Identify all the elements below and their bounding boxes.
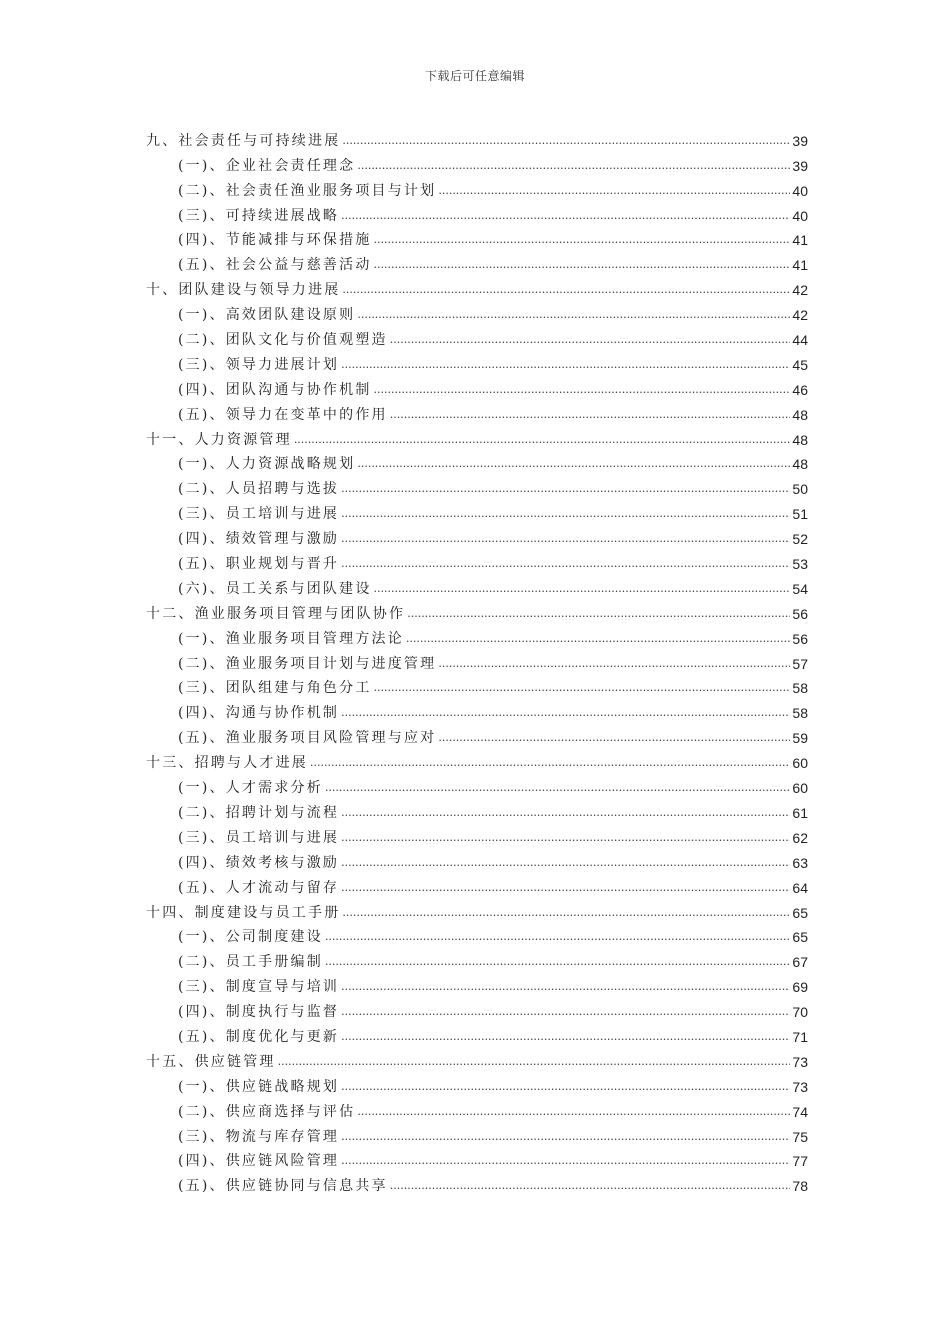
toc-section-link[interactable] bbox=[146, 548, 808, 573]
toc-section-link[interactable] bbox=[146, 498, 808, 523]
dot-leader bbox=[341, 355, 790, 374]
toc-page-number: 74 bbox=[792, 1103, 808, 1120]
toc-entry-label: (五)、职业规划与晋升 bbox=[178, 556, 340, 573]
dot-leader bbox=[341, 703, 790, 722]
toc-section-link[interactable] bbox=[146, 225, 808, 250]
toc-entry-label: (四)、供应链风险管理 bbox=[178, 1153, 340, 1170]
page-header: 下载后可任意编辑 bbox=[424, 69, 525, 83]
toc-entry-label: (二)、社会责任渔业服务项目与计划 bbox=[178, 182, 437, 199]
toc-section-link[interactable] bbox=[146, 1071, 808, 1096]
toc-entry-label: (三)、可持续进展战略 bbox=[178, 207, 340, 224]
toc-page-number: 63 bbox=[792, 854, 808, 871]
toc-section-link[interactable] bbox=[146, 648, 808, 673]
toc-entry-label: (一)、人力资源战略规划 bbox=[178, 456, 356, 473]
toc-entry-label: (二)、员工手册编制 bbox=[178, 954, 323, 971]
dot-leader bbox=[278, 1052, 791, 1071]
dot-leader bbox=[341, 1027, 790, 1046]
toc-section-link[interactable] bbox=[146, 623, 808, 648]
dot-leader bbox=[341, 853, 790, 872]
dot-leader bbox=[374, 255, 791, 274]
toc-section-link[interactable] bbox=[146, 249, 808, 274]
toc-entry-label: (二)、供应商选择与评估 bbox=[178, 1103, 356, 1120]
dot-leader bbox=[294, 430, 791, 449]
toc-section-link[interactable] bbox=[146, 822, 808, 847]
toc-page-number: 70 bbox=[792, 1004, 808, 1021]
toc-page-number: 40 bbox=[792, 207, 808, 224]
toc-entry-label: (一)、高效团队建设原则 bbox=[178, 307, 356, 324]
toc-page-number: 48 bbox=[792, 406, 808, 423]
toc-section-link[interactable] bbox=[146, 150, 808, 175]
toc-entry-label: (四)、团队沟通与协作机制 bbox=[178, 381, 372, 398]
toc-entry-label: (三)、制度宣导与培训 bbox=[178, 979, 340, 996]
toc-entry-label: (三)、员工培训与进展 bbox=[178, 506, 340, 523]
toc-section-link[interactable] bbox=[146, 872, 808, 897]
toc-section-link[interactable] bbox=[146, 1146, 808, 1171]
toc-page-number: 58 bbox=[792, 680, 808, 697]
dot-leader bbox=[341, 1002, 790, 1021]
dot-leader bbox=[341, 554, 790, 573]
toc-chapter-link[interactable] bbox=[146, 747, 808, 772]
toc-page-number: 60 bbox=[792, 755, 808, 772]
dot-leader bbox=[438, 181, 790, 200]
toc-section-link[interactable] bbox=[146, 1021, 808, 1046]
toc-entry-label: (二)、招聘计划与流程 bbox=[178, 804, 340, 821]
table-of-contents bbox=[146, 125, 808, 1195]
toc-page-number: 56 bbox=[792, 605, 808, 622]
toc-section-link[interactable] bbox=[146, 922, 808, 947]
dot-leader bbox=[310, 753, 790, 772]
dot-leader bbox=[374, 230, 791, 249]
toc-section-link[interactable] bbox=[146, 697, 808, 722]
toc-section-link[interactable] bbox=[146, 399, 808, 424]
toc-page-number: 45 bbox=[792, 356, 808, 373]
toc-chapter-link[interactable] bbox=[146, 274, 808, 299]
toc-page-number: 41 bbox=[792, 232, 808, 249]
toc-page-number: 41 bbox=[792, 257, 808, 274]
dot-leader bbox=[342, 131, 790, 150]
toc-page-number: 73 bbox=[792, 1053, 808, 1070]
toc-entry-label: (五)、供应链协同与信息共享 bbox=[178, 1178, 388, 1195]
toc-page-number: 51 bbox=[792, 506, 808, 523]
toc-page-number: 57 bbox=[792, 655, 808, 672]
toc-chapter-link[interactable] bbox=[146, 424, 808, 449]
toc-page-number: 48 bbox=[792, 431, 808, 448]
dot-leader bbox=[438, 654, 790, 673]
toc-section-link[interactable] bbox=[146, 797, 808, 822]
toc-section-link[interactable] bbox=[146, 175, 808, 200]
toc-entry-label: (四)、制度执行与监督 bbox=[178, 1004, 340, 1021]
toc-section-link[interactable] bbox=[146, 573, 808, 598]
toc-section-link[interactable] bbox=[146, 971, 808, 996]
toc-page-number: 67 bbox=[792, 954, 808, 971]
dot-leader bbox=[325, 927, 790, 946]
toc-page-number: 62 bbox=[792, 829, 808, 846]
toc-entry-label: (一)、企业社会责任理念 bbox=[178, 157, 356, 174]
dot-leader bbox=[341, 803, 790, 822]
toc-entry-label: 十五、供应链管理 bbox=[146, 1053, 276, 1070]
toc-page-number: 53 bbox=[792, 556, 808, 573]
toc-page-number: 46 bbox=[792, 381, 808, 398]
dot-leader bbox=[390, 330, 791, 349]
dot-leader bbox=[341, 878, 790, 897]
toc-entry-label: (三)、团队组建与角色分工 bbox=[178, 680, 372, 697]
dot-leader bbox=[357, 305, 790, 324]
toc-page-number: 42 bbox=[792, 307, 808, 324]
toc-page-number: 52 bbox=[792, 531, 808, 548]
toc-entry-label: (一)、人才需求分析 bbox=[178, 780, 323, 797]
toc-chapter-link[interactable] bbox=[146, 125, 808, 150]
dot-leader bbox=[438, 728, 790, 747]
toc-page-number: 77 bbox=[792, 1153, 808, 1170]
toc-entry-label: (四)、绩效考核与激励 bbox=[178, 854, 340, 871]
toc-entry-label: (五)、领导力在变革中的作用 bbox=[178, 406, 388, 423]
toc-entry-label: (四)、绩效管理与激励 bbox=[178, 531, 340, 548]
dot-leader bbox=[325, 778, 790, 797]
toc-section-link[interactable] bbox=[146, 946, 808, 971]
toc-entry-label: (一)、供应链战略规划 bbox=[178, 1078, 340, 1095]
toc-entry-label: (一)、渔业服务项目管理方法论 bbox=[178, 630, 404, 647]
toc-section-link[interactable] bbox=[146, 847, 808, 872]
toc-section-link[interactable] bbox=[146, 772, 808, 797]
toc-page-number: 54 bbox=[792, 580, 808, 597]
dot-leader bbox=[325, 952, 790, 971]
toc-page-number: 78 bbox=[792, 1178, 808, 1195]
toc-section-link[interactable] bbox=[146, 1096, 808, 1121]
toc-page-number: 64 bbox=[792, 879, 808, 896]
toc-entry-label: (五)、人才流动与留存 bbox=[178, 879, 340, 896]
toc-entry-label: (二)、团队文化与价值观塑造 bbox=[178, 332, 388, 349]
dot-leader bbox=[357, 1102, 790, 1121]
toc-page-number: 39 bbox=[792, 157, 808, 174]
toc-page-number: 73 bbox=[792, 1078, 808, 1095]
toc-section-link[interactable] bbox=[146, 324, 808, 349]
toc-section-link[interactable] bbox=[146, 996, 808, 1021]
toc-section-link[interactable] bbox=[146, 299, 808, 324]
toc-section-link[interactable] bbox=[146, 1170, 808, 1195]
toc-page-number: 56 bbox=[792, 630, 808, 647]
toc-section-link[interactable] bbox=[146, 523, 808, 548]
toc-page-number: 61 bbox=[792, 804, 808, 821]
dot-leader bbox=[341, 1127, 790, 1146]
dot-leader bbox=[342, 280, 790, 299]
dot-leader bbox=[341, 529, 790, 548]
dot-leader bbox=[357, 454, 790, 473]
toc-entry-label: (二)、渔业服务项目计划与进度管理 bbox=[178, 655, 437, 672]
toc-entry-label: (一)、公司制度建设 bbox=[178, 929, 323, 946]
toc-chapter-link[interactable] bbox=[146, 1046, 808, 1071]
toc-entry-label: (六)、员工关系与团队建设 bbox=[178, 580, 372, 597]
toc-page-number: 75 bbox=[792, 1128, 808, 1145]
dot-leader bbox=[407, 604, 790, 623]
toc-section-link[interactable] bbox=[146, 673, 808, 698]
toc-entry-label: (五)、渔业服务项目风险管理与应对 bbox=[178, 730, 437, 747]
toc-page-number: 58 bbox=[792, 705, 808, 722]
toc-entry-label: (三)、物流与库存管理 bbox=[178, 1128, 340, 1145]
toc-page-number: 59 bbox=[792, 730, 808, 747]
toc-entry-label: 九、社会责任与可持续进展 bbox=[146, 132, 341, 149]
dot-leader bbox=[357, 156, 790, 175]
toc-chapter-link[interactable] bbox=[146, 897, 808, 922]
toc-section-link[interactable] bbox=[146, 349, 808, 374]
toc-section-link[interactable] bbox=[146, 374, 808, 399]
toc-entry-label: (四)、沟通与协作机制 bbox=[178, 705, 340, 722]
toc-entry-label: (四)、节能减排与环保措施 bbox=[178, 232, 372, 249]
toc-section-link[interactable] bbox=[146, 449, 808, 474]
toc-entry-label: 十三、招聘与人才进展 bbox=[146, 755, 308, 772]
dot-leader bbox=[390, 405, 791, 424]
toc-page-number: 50 bbox=[792, 481, 808, 498]
toc-entry-label: (三)、领导力进展计划 bbox=[178, 356, 340, 373]
dot-leader bbox=[406, 629, 790, 648]
toc-section-link[interactable] bbox=[146, 1121, 808, 1146]
dot-leader bbox=[341, 504, 790, 523]
dot-leader bbox=[341, 206, 790, 225]
toc-entry-label: 十四、制度建设与员工手册 bbox=[146, 904, 341, 921]
toc-page-number: 65 bbox=[792, 904, 808, 921]
dot-leader bbox=[342, 903, 790, 922]
toc-entry-label: 十、团队建设与领导力进展 bbox=[146, 282, 341, 299]
dot-leader bbox=[374, 579, 791, 598]
dot-leader bbox=[341, 479, 790, 498]
dot-leader bbox=[341, 828, 790, 847]
toc-section-link[interactable] bbox=[146, 473, 808, 498]
toc-section-link[interactable] bbox=[146, 200, 808, 225]
toc-page-number: 39 bbox=[792, 132, 808, 149]
toc-page-number: 44 bbox=[792, 332, 808, 349]
dot-leader bbox=[341, 1077, 790, 1096]
toc-entry-label: (五)、制度优化与更新 bbox=[178, 1028, 340, 1045]
toc-entry-label: (二)、人员招聘与选拔 bbox=[178, 481, 340, 498]
toc-chapter-link[interactable] bbox=[146, 598, 808, 623]
toc-entry-label: 十二、渔业服务项目管理与团队协作 bbox=[146, 605, 406, 622]
toc-page-number: 69 bbox=[792, 979, 808, 996]
toc-page-number: 48 bbox=[792, 456, 808, 473]
dot-leader bbox=[341, 977, 790, 996]
dot-leader bbox=[390, 1176, 791, 1195]
toc-entry-label: 十一、人力资源管理 bbox=[146, 431, 292, 448]
dot-leader bbox=[341, 1151, 790, 1170]
toc-entry-label: (三)、员工培训与进展 bbox=[178, 829, 340, 846]
toc-page-number: 40 bbox=[792, 182, 808, 199]
dot-leader bbox=[374, 380, 791, 399]
toc-page-number: 65 bbox=[792, 929, 808, 946]
dot-leader bbox=[374, 678, 791, 697]
toc-entry-label: (五)、社会公益与慈善活动 bbox=[178, 257, 372, 274]
toc-page-number: 42 bbox=[792, 282, 808, 299]
toc-page-number: 71 bbox=[792, 1028, 808, 1045]
toc-section-link[interactable] bbox=[146, 722, 808, 747]
toc-page-number: 60 bbox=[792, 780, 808, 797]
